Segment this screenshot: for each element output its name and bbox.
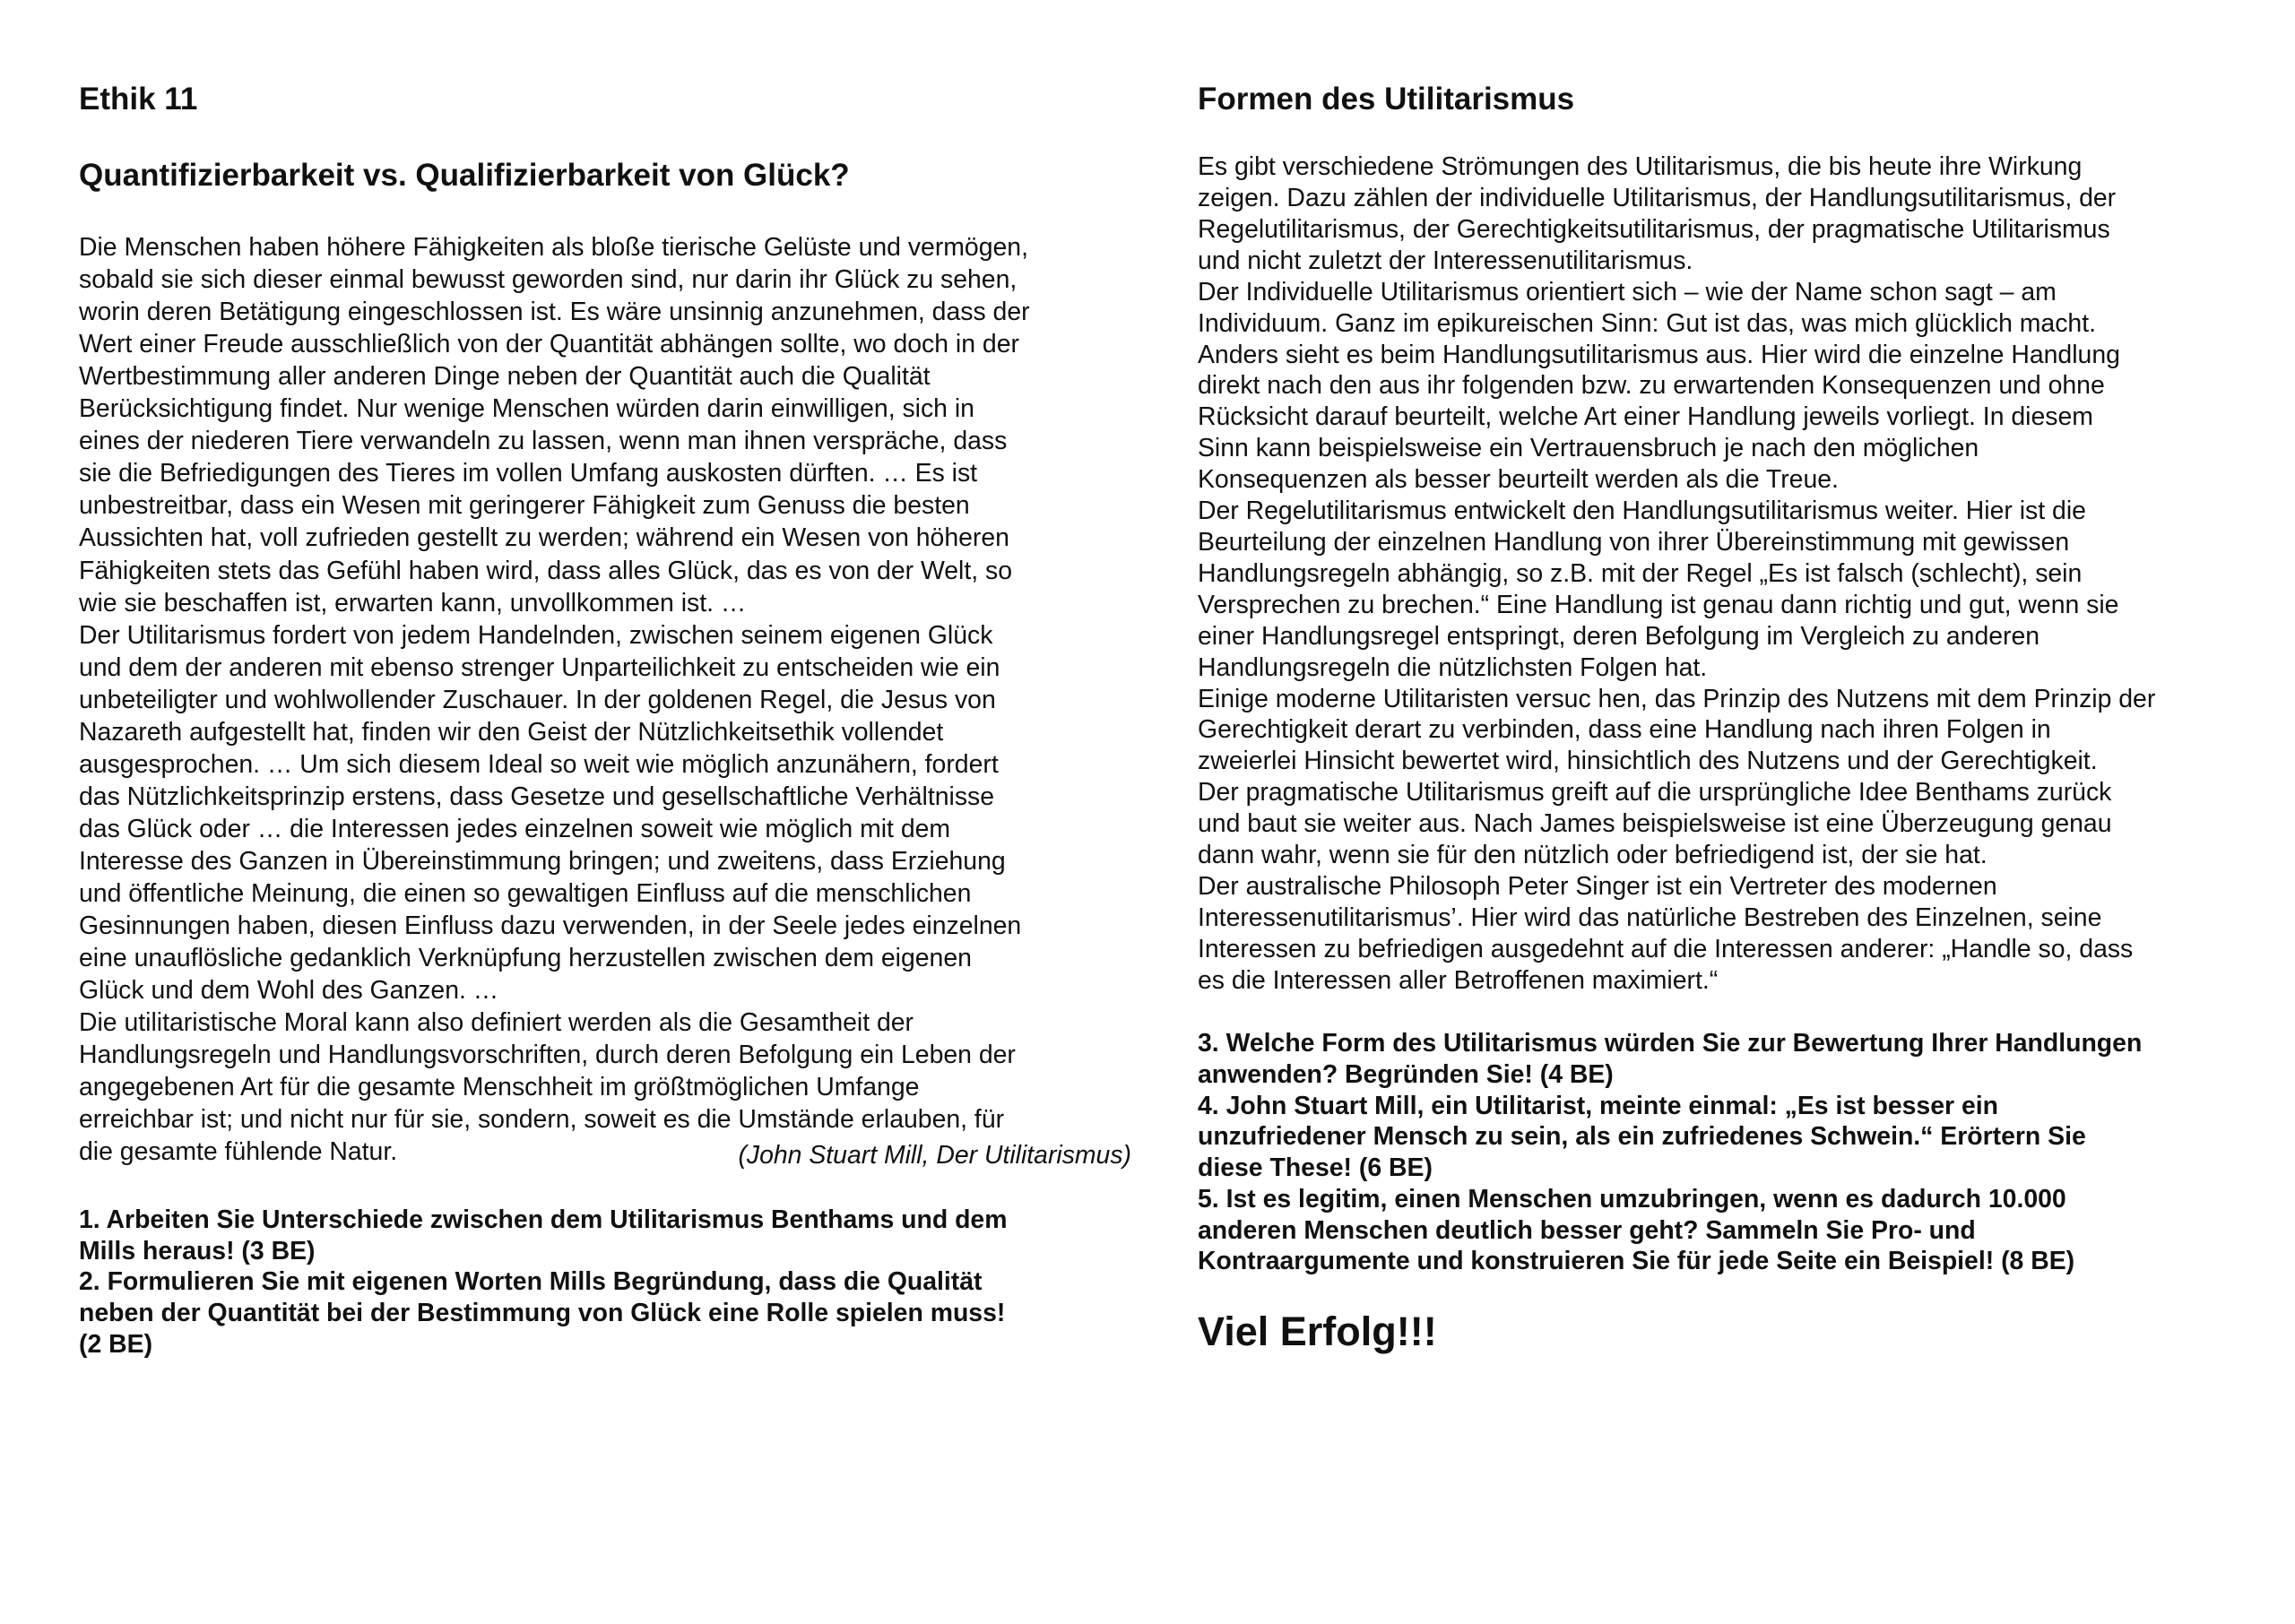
task-line: Kontraargumente und konstruieren Sie für jede Seite ein Beispiel! (8 BE) <box>1198 1247 2075 1275</box>
text-line: zweierlei Hinsicht bewertet wird, hinsichtlich des Nutzens und der Gerechtigkeit. <box>1198 747 2098 775</box>
text-line: Es gibt verschiedene Strömungen des Utilitarismus, die bis heute ihre Wirkung <box>1198 152 2083 181</box>
text-line: unbeteiligter und wohlwollender Zuschauer. In der goldenen Regel, die Jesus von <box>79 686 996 714</box>
text-line: Nazareth aufgestellt hat, finden wir den Geist der Nützlichkeitsethik vollendet <box>79 718 944 747</box>
text-line: Interesse des Ganzen in Übereinstimmung bringen; und zweitens, dass Erziehung <box>79 847 1006 876</box>
text-line: das Nützlichkeitsprinzip erstens, dass Gesetze und gesellschaftliche Verhältnisse <box>79 782 995 811</box>
text-line: Der Utilitarismus fordert von jedem Handelnden, zwischen seinem eigenen Glück <box>79 621 993 650</box>
text-line: Wert einer Freude ausschließlich von der Quantität abhängen sollte, wo doch in der <box>79 330 1019 358</box>
text-line: ausgesprochen. … Um sich diesem Ideal so weit wie möglich anzunähern, fordert <box>79 750 999 779</box>
task-line: 5. Ist es legitim, einen Menschen umzubringen, wenn es dadurch 10.000 <box>1198 1185 2066 1214</box>
source-citation: (John Stuart Mill, Der Utilitarismus) <box>738 1141 1131 1170</box>
text-line: einer Handlungsregel entspringt, deren Befolgung im Vergleich zu anderen <box>1198 622 2040 651</box>
text-line: sie die Befriedigungen des Tieres im vollen Umfang auskosten dürften. … Es ist <box>79 459 978 488</box>
task-line: 4. John Stuart Mill, ein Utilitarist, meinte einmal: „Es ist besser ein <box>1198 1092 1998 1120</box>
text-line: Gesinnungen haben, diesen Einfluss dazu verwenden, in der Seele jedes einzelnen <box>79 911 1022 940</box>
text-line: zeigen. Dazu zählen der individuelle Utilitarismus, der Handlungsutilitarismus, der <box>1198 184 2117 212</box>
text-line: Wertbestimmung aller anderen Dinge neben der Quantität auch die Qualität <box>79 362 931 391</box>
section-heading: Formen des Utilitarismus <box>1198 82 1575 117</box>
task-line: Mills heraus! (3 BE) <box>79 1237 316 1266</box>
text-line: eines der niederen Tiere verwandeln zu lassen, wenn man ihnen verspräche, dass <box>79 427 1008 455</box>
task-line: neben der Quantität bei der Bestimmung von Glück eine Rolle spielen muss! <box>79 1299 1006 1327</box>
text-line: Berücksichtigung findet. Nur wenige Menschen würden darin einwilligen, sich in <box>79 394 974 423</box>
text-line: und dem der anderen mit ebenso strenger Unparteilichkeit zu entscheiden wie ein <box>79 653 1000 682</box>
text-line: unbestreitbar, dass ein Wesen mit geringerer Fähigkeit zum Genuss die besten <box>79 491 970 520</box>
text-line: und öffentliche Meinung, die einen so gewaltigen Einfluss auf die menschlichen <box>79 879 972 908</box>
text-line: dann wahr, wenn sie für den nützlich oder befriedigend ist, der sie hat. <box>1198 841 1988 869</box>
task-line: anwenden? Begründen Sie! (4 BE) <box>1198 1060 1614 1089</box>
text-line: Die Menschen haben höhere Fähigkeiten als bloße tierische Gelüste und vermögen, <box>79 233 1028 262</box>
text-line: Anders sieht es beim Handlungsutilitarismus aus. Hier wird die einzelne Handlung <box>1198 341 2120 369</box>
text-line: angegebenen Art für die gesamte Menschheit im größtmöglichen Umfange <box>79 1073 920 1101</box>
text-line: Aussichten hat, voll zufrieden gestellt zu werden; während ein Wesen von höheren <box>79 523 1009 552</box>
text-line: Rücksicht darauf beurteilt, welche Art einer Handlung jeweils vorliegt. In diesem <box>1198 402 2093 431</box>
text-line: und baut sie weiter aus. Nach James beispielsweise ist eine Überzeugung genau <box>1198 809 2112 838</box>
text-line: direkt nach den aus ihr folgenden bzw. zu erwartenden Konsequenzen und ohne <box>1198 371 2105 400</box>
text-line: Handlungsregeln abhängig, so z.B. mit der Regel „Es ist falsch (schlecht), sein <box>1198 559 2083 588</box>
text-line: Individuum. Ganz im epikureischen Sinn: Gut ist das, was mich glücklich macht. <box>1198 309 2096 338</box>
text-line: Handlungsregeln und Handlungsvorschriften, durch deren Befolgung ein Leben der <box>79 1041 1016 1069</box>
text-line: Fähigkeiten stets das Gefühl haben wird, dass alles Glück, das es von der Welt, so <box>79 557 1012 585</box>
text-line: Die utilitaristische Moral kann also definiert werden als die Gesamtheit der <box>79 1008 914 1037</box>
text-line: Der australische Philosoph Peter Singer ist ein Vertreter des modernen <box>1198 872 1997 901</box>
text-line: wie sie beschaffen ist, erwarten kann, unvollkommen ist. … <box>79 589 747 618</box>
text-line: das Glück oder … die Interessen jedes einzelnen soweit wie möglich mit dem <box>79 815 951 843</box>
task-line: anderen Menschen deutlich besser geht? Sammeln Sie Pro- und <box>1198 1216 1976 1245</box>
text-line: Regelutilitarismus, der Gerechtigkeitsutilitarismus, der pragmatische Utilitarismus <box>1198 215 2110 244</box>
text-line: Interessen zu befriedigen ausgedehnt auf die Interessen anderer: „Handle so, dass <box>1198 935 2134 963</box>
text-line: Einige moderne Utilitaristen versuc hen, das Prinzip des Nutzens mit dem Prinzip der <box>1198 685 2156 713</box>
text-line: Beurteilung der einzelnen Handlung von ihrer Übereinstimmung mit gewissen <box>1198 528 2070 557</box>
task-line: unzufriedener Mensch zu sein, als ein zufriedenes Schwein.“ Erörtern Sie <box>1198 1122 2086 1151</box>
task-line: (2 BE) <box>79 1330 153 1359</box>
text-line: Konsequenzen als besser beurteilt werden als die Treue. <box>1198 465 1839 494</box>
text-line: Sinn kann beispielsweise ein Vertrauensbruch je nach den möglichen <box>1198 434 1979 462</box>
text-line: es die Interessen aller Betroffenen maximiert.“ <box>1198 966 1719 995</box>
task-line: 3. Welche Form des Utilitarismus würden Sie zur Bewertung Ihrer Handlungen <box>1198 1029 2143 1058</box>
task-line: diese These! (6 BE) <box>1198 1153 1433 1182</box>
text-line: sobald sie sich dieser einmal bewusst geworden sind, nur darin ihr Glück zu sehen, <box>79 265 1018 294</box>
text-line: Interessenutilitarismus’. Hier wird das natürliche Bestreben des Einzelnen, seine <box>1198 903 2102 932</box>
task-line: 1. Arbeiten Sie Unterschiede zwischen dem Utilitarismus Benthams und dem <box>79 1205 1008 1234</box>
text-line: die gesamte fühlende Natur. <box>79 1137 398 1166</box>
closing-message: Viel Erfolg!!! <box>1198 1309 1437 1354</box>
text-line: Der Regelutilitarismus entwickelt den Handlungsutilitarismus weiter. Hier ist die <box>1198 497 2086 525</box>
text-line: Gerechtigkeit derart zu verbinden, dass eine Handlung nach ihren Folgen in <box>1198 715 2051 744</box>
section-heading: Quantifizierbarkeit vs. Qualifizierbarkeit von Glück? <box>79 158 850 193</box>
text-line: Versprechen zu brechen.“ Eine Handlung ist genau dann richtig und gut, wenn sie <box>1198 591 2119 619</box>
text-line: Glück und dem Wohl des Ganzen. … <box>79 976 499 1005</box>
course-title: Ethik 11 <box>79 82 198 117</box>
task-line: 2. Formulieren Sie mit eigenen Worten Mills Begründung, dass die Qualität <box>79 1267 983 1296</box>
text-line: worin deren Betätigung eingeschlossen ist. Es wäre unsinnig anzunehmen, dass der <box>79 298 1030 326</box>
text-line: Handlungsregeln die nützlichsten Folgen hat. <box>1198 653 1708 682</box>
text-line: Der pragmatische Utilitarismus greift auf die ursprüngliche Idee Benthams zurück <box>1198 778 2112 807</box>
text-line: und nicht zuletzt der Interessenutilitarismus. <box>1198 246 1693 275</box>
text-line: eine unauflösliche gedanklich Verknüpfung herzustellen zwischen dem eigenen <box>79 944 972 972</box>
text-line: Der Individuelle Utilitarismus orientiert sich – wie der Name schon sagt – am <box>1198 278 2057 307</box>
text-line: erreichbar ist; und nicht nur für sie, sondern, soweit es die Umstände erlauben, für <box>79 1105 1005 1134</box>
